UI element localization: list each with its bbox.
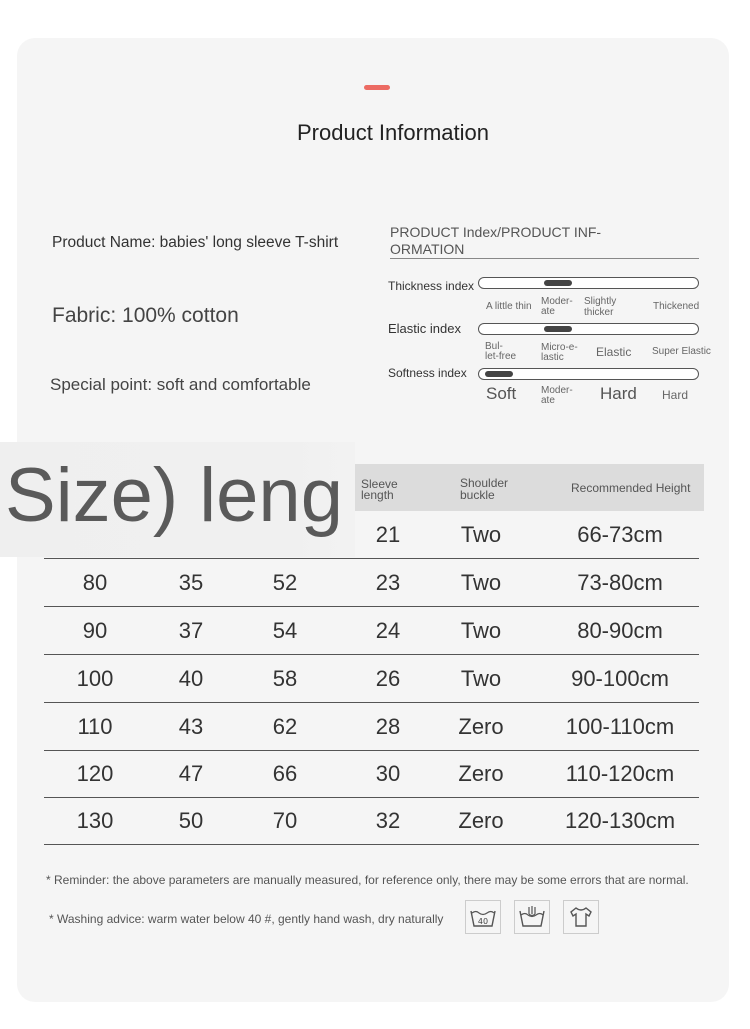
softness-opt-hard-2: Hard [662,388,689,402]
product-name: Product Name: babies' long sleeve T-shirt [52,234,339,251]
cell-size: 120 [76,761,114,786]
elastic-opt-bulletfree-2: let-free [485,351,517,362]
cell-col3: 58 [272,666,298,691]
product-special-point: Special point: soft and comfortable [50,375,311,394]
cell-col3: 66 [272,761,298,786]
thickness-opt-slightly-2: thicker [584,307,614,318]
cell-size: 110 [77,714,113,739]
cell-sleeve: 26 [375,666,401,691]
cell-height: 90-100cm [571,666,669,691]
cell-col3: 70 [272,808,298,833]
cell-height: 66-73cm [577,522,663,547]
cell-size: 130 [76,808,114,833]
cell-sleeve: 24 [375,618,401,643]
cell-sleeve: 32 [375,808,401,833]
elastic-opt-bulletfree-1: Bul- [485,341,503,352]
cell-col2: 43 [178,714,204,739]
table-row [44,797,699,845]
size-table-header [355,464,704,511]
dry-shirt-icon [563,900,599,934]
softness-opt-moderate-2: ate [541,395,555,406]
table-row [44,559,699,607]
cell-shoulder: Zero [458,761,504,786]
cell-shoulder: Two [460,666,502,691]
softness-opt-moderate-1: Moder- [541,385,573,396]
index-divider [390,258,699,259]
page-title: Product Information [297,120,489,145]
cell-size: 90 [82,618,108,643]
cell-shoulder: Zero [458,808,504,833]
cell-col2: 50 [178,808,204,833]
thickness-opt-slightly-1: Slightly [584,296,617,307]
softness-indicator [485,371,513,377]
thickness-opt-moderate-2: ate [541,306,555,317]
cell-col2: 40 [178,666,204,691]
cell-col3: 54 [272,618,298,643]
cell-col3: 62 [272,714,298,739]
table-row [44,655,699,703]
cell-shoulder: Two [460,522,502,547]
thickness-opt-moderate-1: Moder- [541,296,573,307]
softness-opt-hard: Hard [600,384,637,403]
cell-height: 73-80cm [577,570,663,595]
cell-size: 80 [82,570,108,595]
cell-shoulder: Two [460,570,502,595]
cell-col2: 35 [178,570,204,595]
elastic-opt-elastic: Elastic [596,345,632,359]
table-row [44,607,699,655]
elastic-opt-micro-2: lastic [541,352,564,363]
elastic-indicator [544,326,572,332]
cell-sleeve: 30 [375,761,401,786]
softness-track [478,368,699,380]
cell-size: 100 [76,666,114,691]
cell-sleeve: 23 [375,570,401,595]
accent-bar [364,85,390,90]
cell-shoulder: Zero [458,714,504,739]
cell-height: 100-110cm [565,714,675,739]
cell-col3: 52 [272,570,298,595]
cell-height: 120-130cm [564,808,676,833]
cell-col2: 47 [178,761,204,786]
cell-sleeve: 21 [375,522,401,547]
thickness-track [478,277,699,289]
cell-height: 80-90cm [577,618,663,643]
cell-height: 110-120cm [565,761,675,786]
thickness-opt-thin: A little thin [486,301,532,312]
cell-sleeve: 28 [375,714,401,739]
th-height: Recommended Height [571,481,691,495]
reminder-note: * Reminder: the above parameters are manually measured, for reference only, there may be some errors that are normal. [46,873,689,887]
elastic-opt-super: Super Elastic [652,346,711,357]
elastic-index-label: Elastic index [388,321,461,336]
index-header [390,224,630,258]
wash-40-icon-svg [469,905,497,929]
product-fabric: Fabric: 100% cotton [52,304,239,327]
washing-advice: * Washing advice: warm water below 40 #, gently hand wash, dry naturally [49,912,444,926]
th-sleeve-1: Sleeve [361,477,398,491]
hand-wash-icon [514,900,550,934]
thickness-indicator [544,280,572,286]
elastic-opt-micro-1: Micro-e- [541,342,578,353]
softness-index-label: Softness index [388,366,467,380]
cell-col2: 37 [178,618,204,643]
softness-opt-soft: Soft [486,384,517,403]
th-shoulder-1: Shoulder [460,476,509,490]
cell-shoulder: Two [460,618,502,643]
th-sleeve-2: length [361,488,394,502]
index-header-line2: ORMATION [390,241,465,257]
wash-40-icon [465,900,501,934]
thickness-index-label: Thickness index [388,279,475,293]
wash-temp: 40 [477,917,489,926]
overlay-caption: Size) leng [5,453,343,538]
th-shoulder-2: buckle [460,488,495,502]
elastic-track [478,323,699,335]
index-header-line1: PRODUCT Index/PRODUCT INF- [390,224,602,240]
table-row [44,703,699,751]
thickness-opt-thickened: Thickened [653,301,700,312]
table-row [44,750,699,798]
